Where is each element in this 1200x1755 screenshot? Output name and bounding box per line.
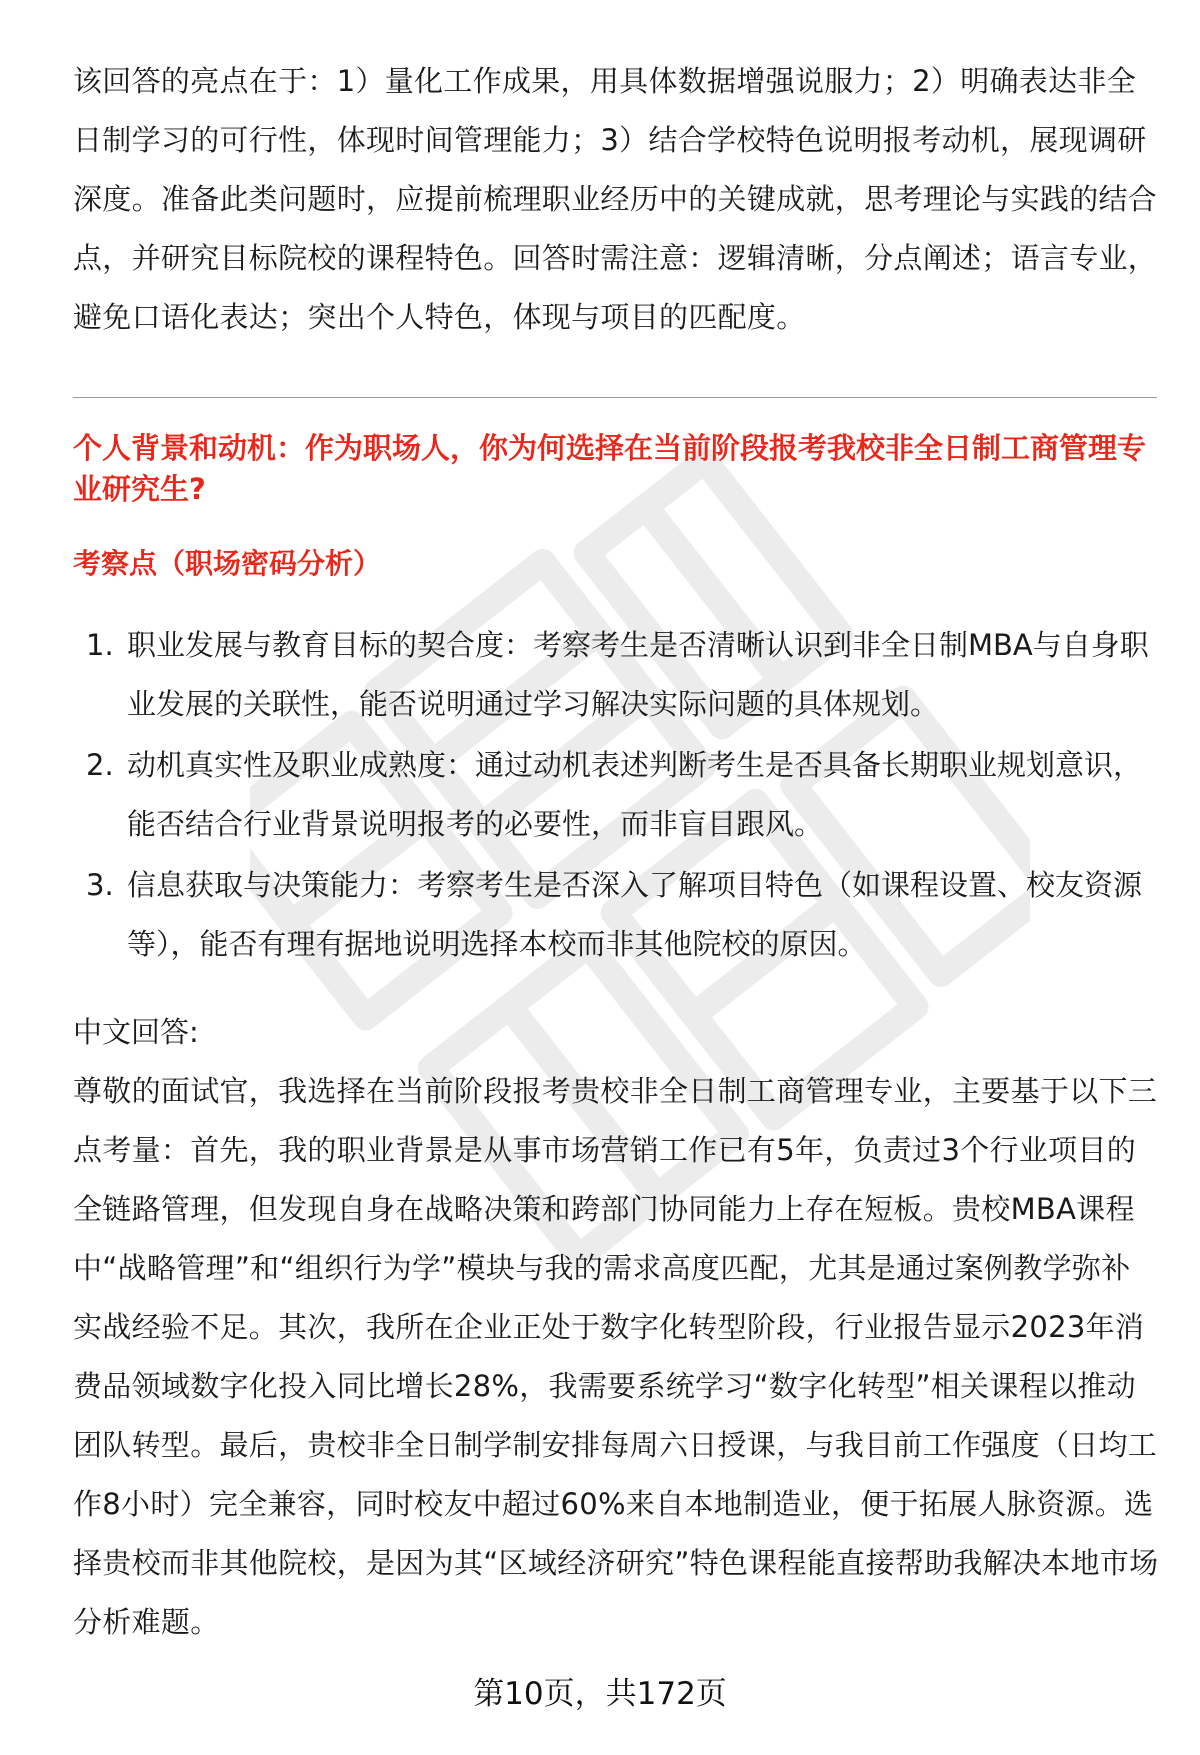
- list-item-number: 2.: [86, 748, 114, 782]
- list-item-text: 信息获取与决策能力：考察考生是否深入了解项目特色（如课程设置、校友资源等），能否有理有据地说明选择本校而非其他院校的原因。: [127, 868, 1143, 961]
- list-item-number: 1.: [86, 628, 114, 662]
- list-item: [73, 616, 1163, 734]
- review-points-list: [73, 616, 1163, 976]
- list-item: [73, 856, 1163, 974]
- list-item-text: 动机真实性及职业成熟度：通过动机表述判断考生是否具备长期职业规划意识，能否结合行业背景说明报考的必要性，而非盲目跟风。: [127, 748, 1143, 841]
- intro-paragraph: 该回答的亮点在于：1）量化工作成果，用具体数据增强说服力；2）明确表达非全日制学习的可行性，体现时间管理能力；3）结合学校特色说明报考动机，展现调研深度。准备此类问题时，应提前梳理职业经历中的关键成就，思考理论与实践的结合点，并研究目标院校的课程特色。回答时需注意：逻辑清晰，分点阐述；语言专业，避免口语化表达；突出个人特色，体现与项目的匹配度。: [73, 64, 1158, 334]
- question-heading: 个人背景和动机：作为职场人，你为何选择在当前阶段报考我校非全日制工商管理专业研究生?: [73, 431, 1147, 506]
- page-number: 第10页，共172页: [473, 1676, 727, 1712]
- answer-label: 中文回答:: [73, 1015, 199, 1049]
- section-divider: [73, 397, 1157, 398]
- answer-paragraph: 尊敬的面试官，我选择在当前阶段报考贵校非全日制工商管理专业，主要基于以下三点考量：首先，我的职业背景是从事市场营销工作已有5年，负责过3个行业项目的全链路管理，但发现自身在战略决策和跨部门协同能力上存在短板。贵校MBA课程中“战略管理”和“组织行为学”模块与我的需求高度匹配，尤其是通过案例教学弥补实战经验不足。其次，我所在企业正处于数字化转型阶段，行业报告显示2023年消费品领域数字化投入同比增长28%，我需要系统学习“数字化转型”相关课程以推动团队转型。最后，贵校非全日制学制安排每周六日授课，与我目前工作强度（日均工作8小时）完全兼容，同时校友中超过60%来自本地制造业，便于拓展人脉资源。选择贵校而非其他院校，是因为其“区域经济研究”特色课程能直接帮助我解决本地市场分析难题。: [73, 1074, 1159, 1639]
- list-item: [73, 736, 1163, 854]
- review-points-heading: 考察点（职场密码分析）: [73, 547, 382, 580]
- list-item-number: 3.: [86, 868, 114, 902]
- list-item-text: 职业发展与教育目标的契合度：考察考生是否清晰认识到非全日制MBA与自身职业发展的关联性，能否说明通过学习解决实际问题的具体规划。: [127, 628, 1149, 721]
